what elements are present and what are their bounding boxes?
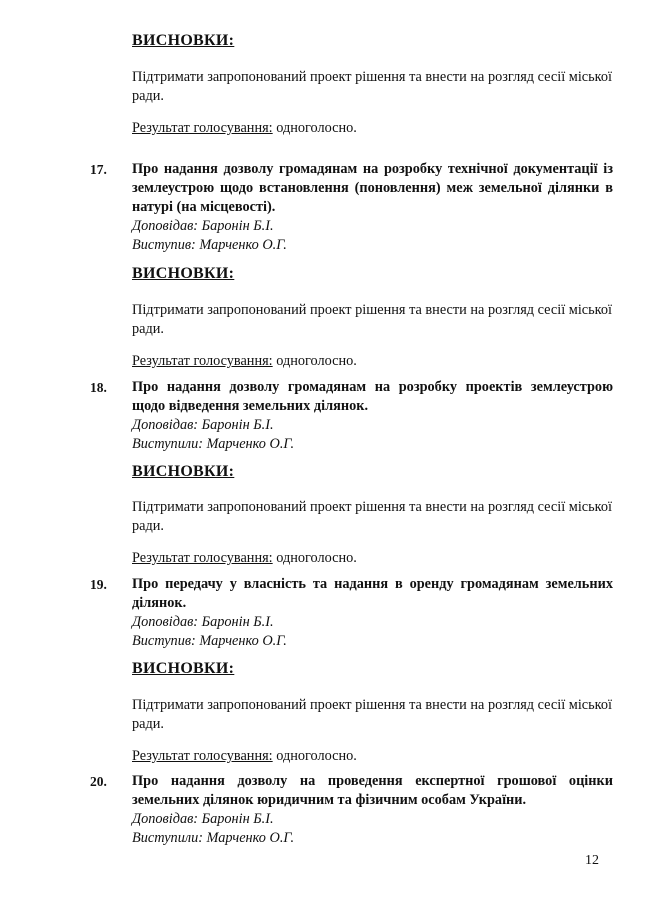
item-number: 19. <box>90 577 107 592</box>
agenda-item-title: Про передачу у власність та надання в оренду громадянам земельних ділянок. <box>132 576 613 611</box>
agenda-item-reporter: Доповідав: Баронін Б.І. <box>132 417 274 433</box>
agenda-item-speaker: Виступив: Марченко О.Г. <box>132 633 287 649</box>
voting-result-label: Результат голосування: <box>132 550 273 566</box>
voting-result-label: Результат голосування: <box>132 748 273 764</box>
recommendation-text: Підтримати запропонований проект рішення та внести на розгляд сесії міської ради. <box>132 697 612 732</box>
recommendation-text: Підтримати запропонований проект рішення та внести на розгляд сесії міської ради. <box>132 499 612 534</box>
agenda-item <box>132 772 613 848</box>
voting-result <box>132 550 357 567</box>
voting-result-value: одноголосно. <box>272 748 357 764</box>
agenda-item-reporter: Доповідав: Баронін Б.І. <box>132 811 274 827</box>
agenda-item-title: Про надання дозволу громадянам на розробку технічної документації із землеустрою щодо встановлення (поновлення) меж земельної ділянки в натурі (на місцевості). <box>132 161 613 215</box>
item-number: 17. <box>90 162 107 177</box>
agenda-item <box>132 575 613 651</box>
agenda-item-speaker: Виступили: Марченко О.Г. <box>132 436 295 452</box>
conclusions-heading: ВИСНОВКИ: <box>132 463 235 480</box>
voting-result <box>132 120 357 137</box>
page-number: 12 <box>585 853 599 868</box>
conclusions-heading: ВИСНОВКИ: <box>132 660 235 677</box>
agenda-item-title: Про надання дозволу на проведення експертної грошової оцінки земельних ділянок юридичним та фізичним особам України. <box>132 773 613 808</box>
voting-result <box>132 748 357 765</box>
recommendation-text: Підтримати запропонований проект рішення та внести на розгляд сесії міської ради. <box>132 69 612 104</box>
voting-result <box>132 353 357 370</box>
agenda-item-reporter: Доповідав: Баронін Б.І. <box>132 218 274 234</box>
voting-result-value: одноголосно. <box>272 550 357 566</box>
agenda-item-speaker: Виступив: Марченко О.Г. <box>132 237 287 253</box>
conclusions-heading: ВИСНОВКИ: <box>132 265 235 282</box>
agenda-item <box>132 160 613 255</box>
agenda-item-reporter: Доповідав: Баронін Б.І. <box>132 614 274 630</box>
agenda-item-title: Про надання дозволу громадянам на розробку проектів землеустрою щодо відведення земельних ділянок. <box>132 379 613 414</box>
voting-result-label: Результат голосування: <box>132 120 273 136</box>
item-number: 20. <box>90 774 107 789</box>
voting-result-value: одноголосно. <box>272 353 357 369</box>
voting-result-label: Результат голосування: <box>132 353 273 369</box>
item-number: 18. <box>90 380 107 395</box>
recommendation-text: Підтримати запропонований проект рішення та внести на розгляд сесії міської ради. <box>132 302 612 337</box>
agenda-item-speaker: Виступили: Марченко О.Г. <box>132 830 295 846</box>
agenda-item <box>132 378 613 454</box>
voting-result-value: одноголосно. <box>272 120 357 136</box>
conclusions-heading: ВИСНОВКИ: <box>132 32 235 49</box>
